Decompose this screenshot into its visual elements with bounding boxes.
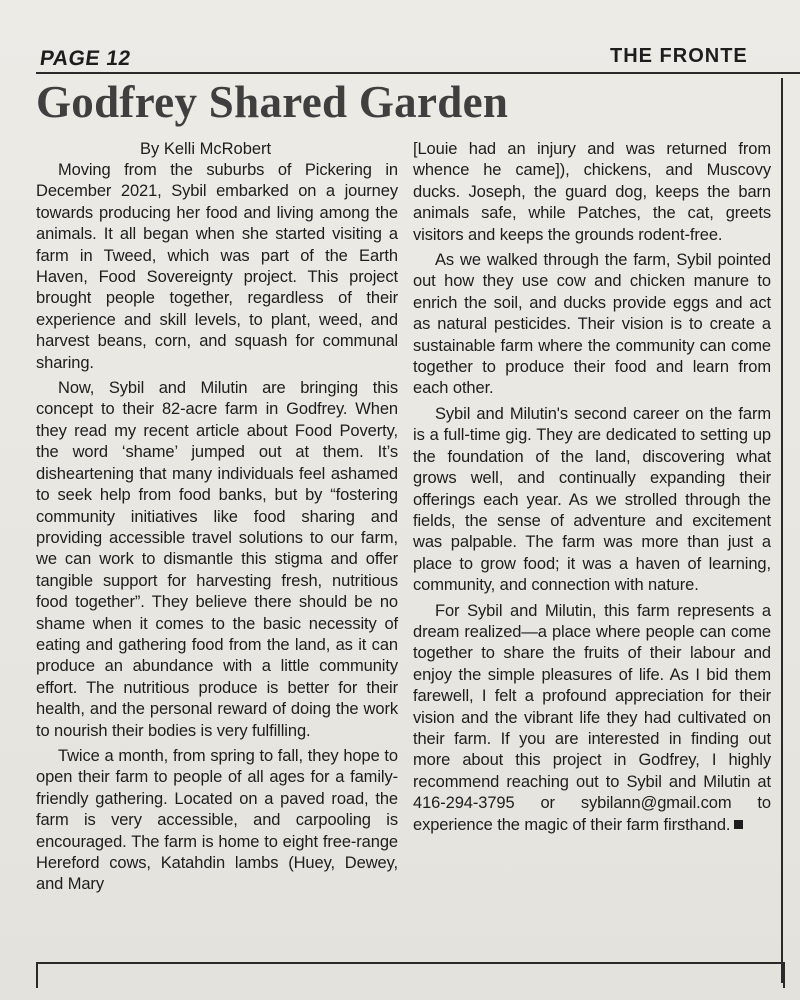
paragraph: Twice a month, from spring to fall, they hope to open their farm to people of all ages for a family-friendly gathering. Located on a paved road, the farm is very accessible, and carpooling is encouraged. The farm is home to eight free-range Hereford cows, Katahdin lambs (Huey, Dewey, and Mary xyxy=(36,746,398,894)
column-border xyxy=(781,78,783,983)
paragraph: Now, Sybil and Milutin are bringing this concept to their 82-acre farm in Godfrey. When they read my recent article about Food Poverty, the word ‘shame’ jumped out at them. It’s disheartening that many individuals feel ashamed to seek help from food banks, but by “fostering community initiatives like food sharing and providing accessible travel solutions to our farm, we can work to dismantle this stigma and offer tangible support for harvesting fresh, nutritious food together”. They believe there should be no shame when it comes to the basic necessity of eating and gathering food from the land, as it can produce an abundance with a little community effort. The nutritious produce is better for their health, and the personal reward of doing the work to nourish their bodies is very fulfilling. xyxy=(36,379,398,740)
paragraph-text: For Sybil and Milutin, this farm represents a dream realized—a place where people can come together to share the fruits of their labour and enjoy the simple pleasures of life. As I bid them farewell, I felt a profound appreciation for their vision and the vibrant life they had cultivated on their farm. If you are interested in finding out more about this project in Godfrey, I highly recommend reaching out to Sybil and Milutin at 416-294-3795 or sybilann@gmail.com to experience the magic of their farm firsthand. xyxy=(413,601,771,834)
page-number: PAGE 12 xyxy=(38,47,133,70)
paragraph: Sybil and Milutin's second career on the farm is a full-time gig. They are dedicated to setting up the foundation of the land, discovering what grows well, and continually expanding their offerings each year. As we strolled through the fields, the sense of adventure and excitement was palpable. The farm was more than just a place to grow food; it was a haven of learning, community, and connection with nature. xyxy=(413,404,771,595)
header-rule xyxy=(36,72,800,74)
article-byline: By Kelli McRobert xyxy=(140,140,272,158)
paragraph: [Louie had an injury and was returned from whence he came]), chickens, and Muscovy ducks. Joseph, the guard dog, keeps the barn animals safe, while Patches, the cat, greets visitors and keeps the grounds rodent-free. xyxy=(413,140,771,244)
paragraph-last xyxy=(413,601,771,836)
next-article-box xyxy=(36,962,785,988)
left-column xyxy=(36,160,398,896)
paragraph: Moving from the suburbs of Pickering in December 2021, Sybil embarked on a journey towards producing her food and living among the animals. It all began when she started visiting a farm in Tweed, which was part of the Earth Haven, Food Sovereignty project. This project brought people together, regardless of their experience and skill levels, to plant, weed, and harvest beans, corn, and squash for communal sharing. xyxy=(36,161,398,372)
paragraph: As we walked through the farm, Sybil pointed out how they use cow and chicken manure to enrich the soil, and ducks provide eggs and act as natural pesticides. Their vision is to create a sustainable farm where the community can come together to produce their food and learn from each other. xyxy=(413,251,771,398)
newspaper-name: THE FRONTE xyxy=(610,45,748,67)
right-column xyxy=(413,139,771,836)
article-headline: Godfrey Shared Garden xyxy=(36,77,509,127)
end-of-article-mark xyxy=(734,820,743,829)
